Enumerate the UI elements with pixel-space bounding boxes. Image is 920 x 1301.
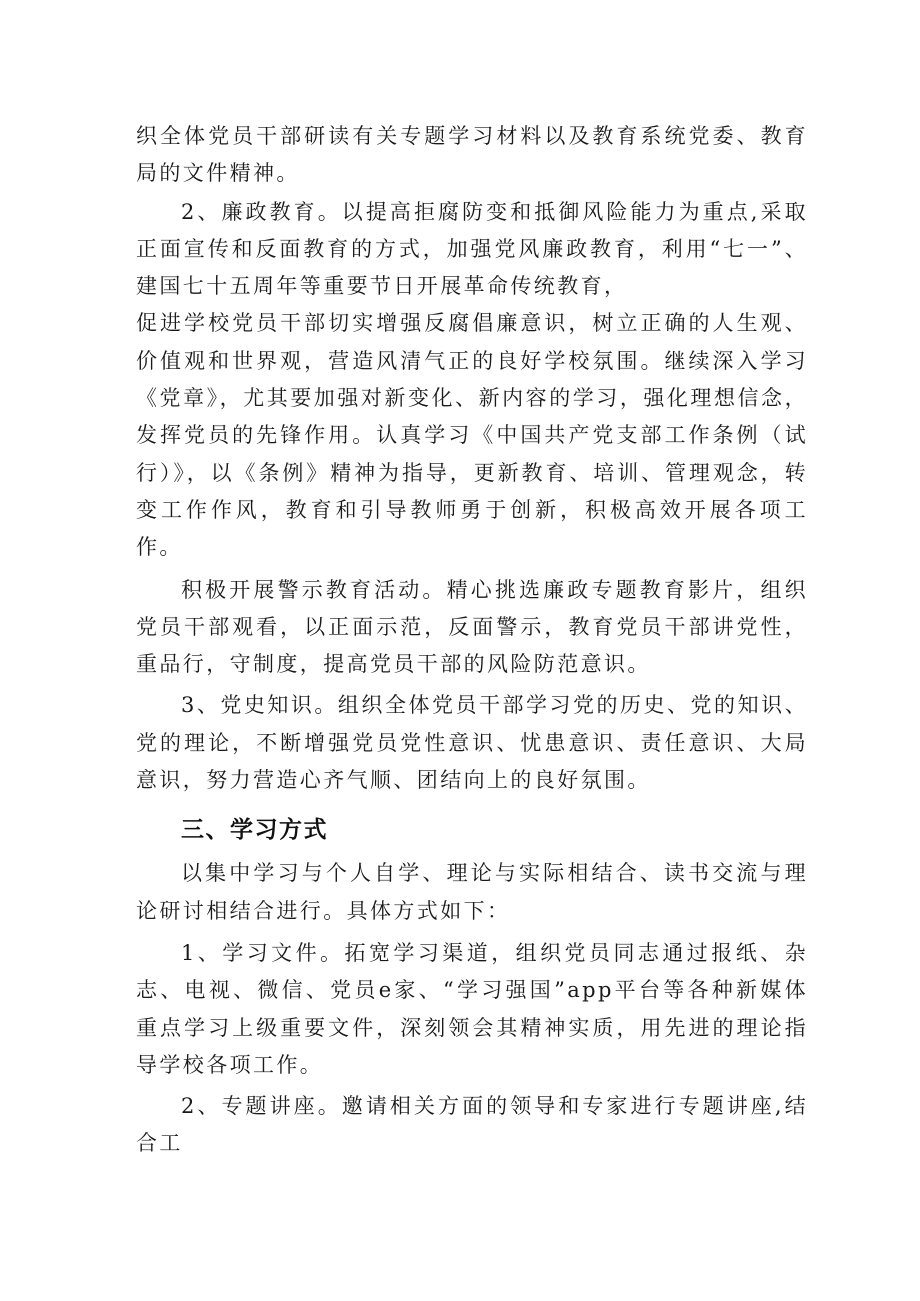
- section-heading-study-methods: 三、学习方式: [181, 817, 328, 844]
- paragraph-continued: 织全体党员干部研读有关专题学习材料以及教育系统党委、教育局的文件精神。: [136, 124, 808, 186]
- paragraph-study-methods-intro: 以集中学习与个人自学、理论与实际相结合、读书交流与理论研讨相结合进行。具体方式如下：: [136, 861, 808, 923]
- paragraph-warning-education: 积极开展警示教育活动。精心挑选廉政专题教育影片，组织党员干部观看，以正面示范，反面警示，教育党员干部讲党性，重品行，守制度，提高党员干部的风险防范意识。: [136, 577, 808, 677]
- paragraph-special-lectures: 2、专题讲座。邀请相关方面的领导和专家进行专题讲座,结合工: [136, 1094, 808, 1156]
- paragraph-anti-corruption-awareness: 促进学校党员干部切实增强反腐倡廉意识，树立正确的人生观、价值观和世界观，营造风清气正的良好学校氛围。继续深入学习《党章》，尤其要加强对新变化、新内容的学习，强化理想信念，发挥党员的先锋作用。认真学习《中国共产党支部工作条例（试行）》，以《条例》精神为指导，更新教育、培训、管理观念，转变工作作风，教育和引导教师勇于创新，积极高效开展各项工作。: [136, 311, 808, 560]
- paragraph-party-history: 3、党史知识。组织全体党员干部学习党的历史、党的知识、党的理论，不断增强党员党性意识、忧患意识、责任意识、大局意识，努力营造心齐气顺、团结向上的良好氛围。: [136, 693, 808, 793]
- paragraph-study-documents: 1、学习文件。拓宽学习渠道，组织党员同志通过报纸、杂志、电视、微信、党员e家、“学习强国”app平台等各种新媒体重点学习上级重要文件，深刻领会其精神实质，用先进的理论指导学校各项工作。: [136, 940, 808, 1077]
- paragraph-anti-corruption-education: 2、廉政教育。以提高拒腐防变和抵御风险能力为重点,采取正面宣传和反面教育的方式，加强党风廉政教育，利用“七一”、建国七十五周年等重要节日开展革命传统教育，: [136, 199, 808, 299]
- document-body: [136, 118, 808, 1163]
